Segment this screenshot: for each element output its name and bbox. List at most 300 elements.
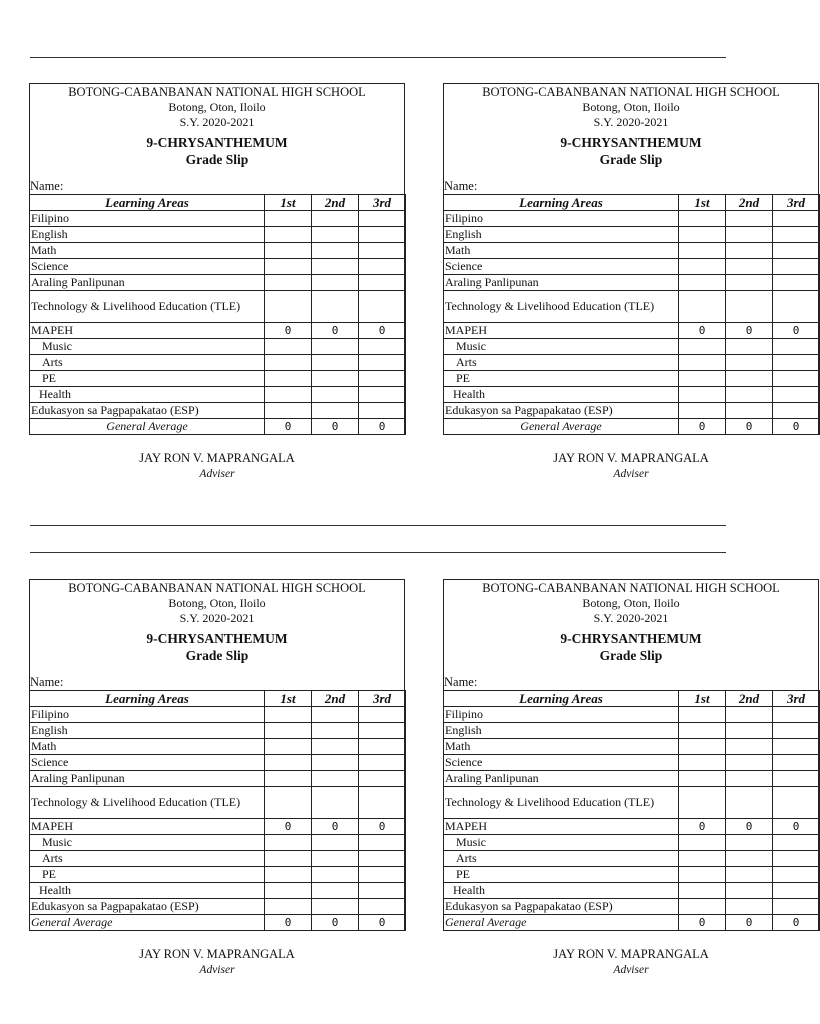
grades-table	[443, 690, 820, 931]
subject-araling-panlipunan: Araling Panlipunan	[30, 275, 265, 291]
grade-cell[interactable]	[726, 211, 773, 227]
header-3rd: 3rd	[359, 195, 406, 211]
subject-esp: Edukasyon sa Pagpapakatao (ESP)	[444, 403, 679, 419]
school-address: Botong, Oton, Iloilo	[168, 596, 266, 610]
subject-music: Music	[30, 339, 265, 355]
table-row	[444, 851, 820, 867]
student-name-field[interactable]	[30, 674, 404, 690]
general-average-label: General Average	[444, 419, 679, 435]
table-row	[444, 883, 820, 899]
header-2nd: 2nd	[312, 195, 359, 211]
grade-cell[interactable]	[679, 899, 726, 915]
grade-cell[interactable]	[265, 771, 312, 787]
adviser-role: Adviser	[199, 964, 235, 976]
grade-cell[interactable]	[265, 243, 312, 259]
grade-cell[interactable]	[773, 755, 820, 771]
general-average-2nd: 0	[726, 915, 773, 931]
subject-music: Music	[30, 835, 265, 851]
grade-cell[interactable]	[265, 355, 312, 371]
grade-cell[interactable]	[359, 755, 406, 771]
subject-health: Health	[30, 387, 265, 403]
grade-cell[interactable]	[312, 211, 359, 227]
grade-cell[interactable]	[773, 787, 820, 819]
section-name: 9-CHRYSANTHEMUM	[560, 135, 702, 150]
table-row	[30, 339, 406, 355]
grade-cell[interactable]	[679, 259, 726, 275]
table-row	[444, 339, 820, 355]
grade-cell[interactable]	[312, 275, 359, 291]
grade-cell[interactable]	[265, 371, 312, 387]
adviser-name: JAY RON V. MAPRANGALA	[139, 451, 295, 465]
grade-cell[interactable]	[726, 867, 773, 883]
student-name-field[interactable]	[30, 178, 404, 194]
mapeh-grade-1st: 0	[679, 323, 726, 339]
general-average-label: General Average	[444, 915, 679, 931]
grade-cell[interactable]	[265, 851, 312, 867]
grade-cell[interactable]	[773, 867, 820, 883]
grade-cell[interactable]	[359, 707, 406, 723]
table-row	[30, 259, 406, 275]
name-label: Name:	[30, 179, 64, 193]
slip-row-bottom	[0, 554, 806, 1024]
grade-slip	[29, 83, 405, 482]
subject-math: Math	[30, 243, 265, 259]
subject-esp: Edukasyon sa Pagpapakatao (ESP)	[444, 899, 679, 915]
table-row	[444, 707, 820, 723]
slip-title: Grade Slip	[599, 648, 663, 663]
grades-table	[29, 194, 406, 435]
subject-tle: Technology & Livelihood Education (TLE)	[30, 291, 265, 323]
grade-cell[interactable]	[312, 851, 359, 867]
table-row	[444, 355, 820, 371]
header-learning-areas: Learning Areas	[30, 691, 265, 707]
subject-arts: Arts	[30, 851, 265, 867]
grade-cell[interactable]	[312, 723, 359, 739]
grade-cell[interactable]	[359, 355, 406, 371]
table-row	[30, 243, 406, 259]
grade-cell[interactable]	[773, 771, 820, 787]
grade-cell[interactable]	[679, 227, 726, 243]
slip-row-top	[0, 0, 806, 480]
grade-cell[interactable]	[265, 755, 312, 771]
grade-cell[interactable]	[359, 339, 406, 355]
table-row	[444, 243, 820, 259]
subject-music: Music	[444, 339, 679, 355]
subject-science: Science	[444, 755, 679, 771]
grade-slip-box	[29, 579, 405, 931]
school-year: S.Y. 2020-2021	[593, 611, 669, 625]
grade-cell[interactable]	[726, 275, 773, 291]
mapeh-grade-2nd: 0	[726, 323, 773, 339]
subject-math: Math	[444, 739, 679, 755]
school-address: Botong, Oton, Iloilo	[582, 100, 680, 114]
table-row	[444, 275, 820, 291]
table-row	[30, 883, 406, 899]
table-row	[30, 819, 406, 835]
subject-pe: PE	[30, 371, 265, 387]
general-average-1st: 0	[265, 915, 312, 931]
header-3rd: 3rd	[773, 691, 820, 707]
grade-cell[interactable]	[359, 867, 406, 883]
header-2nd: 2nd	[312, 691, 359, 707]
grade-cell[interactable]	[359, 851, 406, 867]
grade-cell[interactable]	[265, 259, 312, 275]
name-label: Name:	[444, 675, 478, 689]
table-row	[30, 707, 406, 723]
grade-cell[interactable]	[726, 883, 773, 899]
subject-tle: Technology & Livelihood Education (TLE)	[444, 291, 679, 323]
grade-cell[interactable]	[359, 403, 406, 419]
table-row	[444, 291, 820, 323]
general-average-2nd: 0	[312, 419, 359, 435]
school-year: S.Y. 2020-2021	[179, 611, 255, 625]
grade-cell[interactable]	[726, 403, 773, 419]
grade-cell[interactable]	[726, 227, 773, 243]
grade-cell[interactable]	[265, 339, 312, 355]
subject-pe: PE	[444, 867, 679, 883]
table-row	[30, 355, 406, 371]
grade-cell[interactable]	[726, 243, 773, 259]
grade-cell[interactable]	[726, 787, 773, 819]
subject-mapeh: MAPEH	[444, 819, 679, 835]
grade-cell[interactable]	[312, 355, 359, 371]
adviser-name: JAY RON V. MAPRANGALA	[139, 947, 295, 961]
grade-cell[interactable]	[359, 275, 406, 291]
grade-cell[interactable]	[679, 355, 726, 371]
school-name: BOTONG-CABANBANAN NATIONAL HIGH SCHOOL	[68, 85, 366, 99]
grade-cell[interactable]	[679, 851, 726, 867]
grade-cell[interactable]	[312, 403, 359, 419]
slip-title: Grade Slip	[185, 152, 249, 167]
subject-arts: Arts	[444, 851, 679, 867]
student-name-field[interactable]	[444, 178, 818, 194]
general-average-label: General Average	[30, 915, 265, 931]
grade-cell[interactable]	[726, 723, 773, 739]
grade-cell[interactable]	[773, 227, 820, 243]
table-row	[30, 723, 406, 739]
grade-cell[interactable]	[265, 739, 312, 755]
grade-cell[interactable]	[312, 835, 359, 851]
mapeh-grade-1st: 0	[265, 819, 312, 835]
grade-cell[interactable]	[773, 211, 820, 227]
grade-cell[interactable]	[265, 227, 312, 243]
subject-pe: PE	[30, 867, 265, 883]
grade-cell[interactable]	[359, 835, 406, 851]
grade-cell[interactable]	[359, 787, 406, 819]
grade-cell[interactable]	[312, 867, 359, 883]
grade-cell[interactable]	[773, 883, 820, 899]
subject-filipino: Filipino	[30, 707, 265, 723]
grade-cell[interactable]	[679, 211, 726, 227]
subject-english: English	[30, 723, 265, 739]
grade-cell[interactable]	[359, 211, 406, 227]
grade-cell[interactable]	[359, 723, 406, 739]
grade-cell[interactable]	[265, 899, 312, 915]
grade-cell[interactable]	[312, 707, 359, 723]
grade-cell[interactable]	[679, 707, 726, 723]
section-name: 9-CHRYSANTHEMUM	[146, 631, 288, 646]
grade-cell[interactable]	[679, 835, 726, 851]
table-header-row	[444, 691, 820, 707]
school-address: Botong, Oton, Iloilo	[168, 100, 266, 114]
grade-cell[interactable]	[312, 291, 359, 323]
name-label: Name:	[30, 675, 64, 689]
adviser-role: Adviser	[613, 468, 649, 480]
subject-english: English	[30, 227, 265, 243]
mapeh-grade-3rd: 0	[773, 323, 820, 339]
subject-filipino: Filipino	[444, 211, 679, 227]
grade-cell[interactable]	[773, 707, 820, 723]
grade-cell[interactable]	[265, 883, 312, 899]
subject-filipino: Filipino	[444, 707, 679, 723]
grade-cell[interactable]	[726, 755, 773, 771]
table-row	[444, 787, 820, 819]
header-1st: 1st	[679, 691, 726, 707]
general-average-3rd: 0	[773, 915, 820, 931]
slip-title: Grade Slip	[185, 648, 249, 663]
school-name: BOTONG-CABANBANAN NATIONAL HIGH SCHOOL	[482, 85, 780, 99]
subject-health: Health	[444, 387, 679, 403]
table-row	[30, 275, 406, 291]
general-average-1st: 0	[265, 419, 312, 435]
cut-line	[30, 552, 726, 553]
grade-cell[interactable]	[726, 387, 773, 403]
table-row	[444, 899, 820, 915]
grade-cell[interactable]	[773, 723, 820, 739]
table-row	[444, 723, 820, 739]
grade-cell[interactable]	[265, 403, 312, 419]
grade-cell[interactable]	[265, 835, 312, 851]
subject-science: Science	[30, 755, 265, 771]
grade-cell[interactable]	[773, 851, 820, 867]
grade-cell[interactable]	[773, 403, 820, 419]
grade-cell[interactable]	[679, 723, 726, 739]
section-name: 9-CHRYSANTHEMUM	[560, 631, 702, 646]
subject-english: English	[444, 227, 679, 243]
grade-cell[interactable]	[359, 771, 406, 787]
grade-cell[interactable]	[773, 355, 820, 371]
table-row	[30, 227, 406, 243]
grade-cell[interactable]	[312, 243, 359, 259]
grade-cell[interactable]	[312, 739, 359, 755]
adviser-name: JAY RON V. MAPRANGALA	[553, 947, 709, 961]
grade-cell[interactable]	[726, 291, 773, 323]
grade-cell[interactable]	[726, 339, 773, 355]
grade-cell[interactable]	[773, 291, 820, 323]
grade-cell[interactable]	[726, 707, 773, 723]
table-row	[30, 371, 406, 387]
grade-cell[interactable]	[312, 339, 359, 355]
table-row	[444, 419, 820, 435]
subject-health: Health	[30, 883, 265, 899]
subject-arts: Arts	[444, 355, 679, 371]
grade-cell[interactable]	[773, 387, 820, 403]
table-header-row	[444, 195, 820, 211]
table-row	[444, 867, 820, 883]
general-average-1st: 0	[679, 419, 726, 435]
grade-cell[interactable]	[312, 755, 359, 771]
grade-cell[interactable]	[359, 243, 406, 259]
subject-pe: PE	[444, 371, 679, 387]
name-label: Name:	[444, 179, 478, 193]
table-row	[30, 323, 406, 339]
header-learning-areas: Learning Areas	[444, 691, 679, 707]
grade-cell[interactable]	[265, 211, 312, 227]
grade-cell[interactable]	[359, 227, 406, 243]
grade-cell[interactable]	[773, 835, 820, 851]
grade-cell[interactable]	[265, 867, 312, 883]
school-year: S.Y. 2020-2021	[179, 115, 255, 129]
grade-cell[interactable]	[679, 883, 726, 899]
student-name-field[interactable]	[444, 674, 818, 690]
grade-cell[interactable]	[679, 403, 726, 419]
table-row	[444, 771, 820, 787]
subject-esp: Edukasyon sa Pagpapakatao (ESP)	[30, 899, 265, 915]
grade-cell[interactable]	[312, 387, 359, 403]
subject-science: Science	[444, 259, 679, 275]
grade-cell[interactable]	[359, 371, 406, 387]
table-row	[444, 211, 820, 227]
grade-cell[interactable]	[773, 339, 820, 355]
grade-cell[interactable]	[679, 275, 726, 291]
grade-cell[interactable]	[773, 899, 820, 915]
subject-araling-panlipunan: Araling Panlipunan	[444, 275, 679, 291]
grade-cell[interactable]	[312, 227, 359, 243]
table-row	[444, 227, 820, 243]
grade-slip-box	[443, 579, 819, 931]
general-average-label: General Average	[30, 419, 265, 435]
table-row	[444, 371, 820, 387]
grade-cell[interactable]	[265, 275, 312, 291]
grade-cell[interactable]	[726, 739, 773, 755]
table-row	[30, 771, 406, 787]
general-average-3rd: 0	[773, 419, 820, 435]
grade-slip-box	[29, 83, 405, 435]
header-3rd: 3rd	[359, 691, 406, 707]
grade-cell[interactable]	[726, 835, 773, 851]
header-1st: 1st	[265, 691, 312, 707]
grades-table	[29, 690, 406, 931]
grade-cell[interactable]	[312, 771, 359, 787]
table-row	[30, 755, 406, 771]
grade-cell[interactable]	[726, 899, 773, 915]
general-average-3rd: 0	[359, 915, 406, 931]
header-learning-areas: Learning Areas	[30, 195, 265, 211]
table-row	[444, 835, 820, 851]
adviser-role: Adviser	[613, 964, 649, 976]
grade-slip-box	[443, 83, 819, 435]
section-name: 9-CHRYSANTHEMUM	[146, 135, 288, 150]
grade-cell[interactable]	[773, 243, 820, 259]
header-2nd: 2nd	[726, 195, 773, 211]
grade-cell[interactable]	[359, 899, 406, 915]
table-row	[444, 259, 820, 275]
grade-cell[interactable]	[773, 371, 820, 387]
subject-tle: Technology & Livelihood Education (TLE)	[444, 787, 679, 819]
grade-cell[interactable]	[679, 867, 726, 883]
table-row	[30, 851, 406, 867]
header-3rd: 3rd	[773, 195, 820, 211]
subject-esp: Edukasyon sa Pagpapakatao (ESP)	[30, 403, 265, 419]
grade-cell[interactable]	[679, 787, 726, 819]
grade-cell[interactable]	[359, 739, 406, 755]
grades-table	[443, 194, 820, 435]
grade-cell[interactable]	[679, 387, 726, 403]
table-row	[444, 755, 820, 771]
subject-health: Health	[444, 883, 679, 899]
grade-cell[interactable]	[265, 787, 312, 819]
table-row	[444, 915, 820, 931]
grade-cell[interactable]	[679, 243, 726, 259]
grade-cell[interactable]	[312, 259, 359, 275]
table-row	[30, 387, 406, 403]
mapeh-grade-2nd: 0	[726, 819, 773, 835]
grade-cell[interactable]	[679, 371, 726, 387]
mapeh-grade-3rd: 0	[359, 819, 406, 835]
table-row	[30, 419, 406, 435]
grade-cell[interactable]	[726, 851, 773, 867]
school-name: BOTONG-CABANBANAN NATIONAL HIGH SCHOOL	[68, 581, 366, 595]
mapeh-grade-2nd: 0	[312, 819, 359, 835]
grade-cell[interactable]	[726, 259, 773, 275]
grade-cell[interactable]	[265, 387, 312, 403]
subject-arts: Arts	[30, 355, 265, 371]
grade-cell[interactable]	[265, 707, 312, 723]
table-row	[30, 403, 406, 419]
grade-cell[interactable]	[265, 723, 312, 739]
table-row	[30, 835, 406, 851]
grade-cell[interactable]	[312, 883, 359, 899]
general-average-2nd: 0	[312, 915, 359, 931]
mapeh-grade-3rd: 0	[359, 323, 406, 339]
subject-mapeh: MAPEH	[444, 323, 679, 339]
grade-cell[interactable]	[679, 771, 726, 787]
mapeh-grade-3rd: 0	[773, 819, 820, 835]
grade-cell[interactable]	[679, 291, 726, 323]
grade-cell[interactable]	[679, 739, 726, 755]
grade-cell[interactable]	[359, 387, 406, 403]
grade-cell[interactable]	[726, 771, 773, 787]
cut-line	[30, 525, 726, 526]
grade-cell[interactable]	[773, 259, 820, 275]
table-row	[444, 323, 820, 339]
subject-math: Math	[30, 739, 265, 755]
grade-cell[interactable]	[312, 899, 359, 915]
general-average-1st: 0	[679, 915, 726, 931]
table-row	[30, 867, 406, 883]
table-header-row	[30, 195, 406, 211]
grade-cell[interactable]	[359, 291, 406, 323]
grade-cell[interactable]	[312, 371, 359, 387]
grade-cell[interactable]	[312, 787, 359, 819]
general-average-2nd: 0	[726, 419, 773, 435]
grade-cell[interactable]	[359, 259, 406, 275]
table-row	[444, 739, 820, 755]
grade-cell[interactable]	[726, 355, 773, 371]
subject-araling-panlipunan: Araling Panlipunan	[30, 771, 265, 787]
grade-cell[interactable]	[679, 755, 726, 771]
table-row	[30, 291, 406, 323]
grade-cell[interactable]	[679, 339, 726, 355]
grade-cell[interactable]	[773, 739, 820, 755]
mapeh-grade-2nd: 0	[312, 323, 359, 339]
grade-cell[interactable]	[726, 371, 773, 387]
grade-cell[interactable]	[773, 275, 820, 291]
grade-cell[interactable]	[265, 291, 312, 323]
subject-mapeh: MAPEH	[30, 323, 265, 339]
grade-cell[interactable]	[359, 883, 406, 899]
table-row	[30, 211, 406, 227]
